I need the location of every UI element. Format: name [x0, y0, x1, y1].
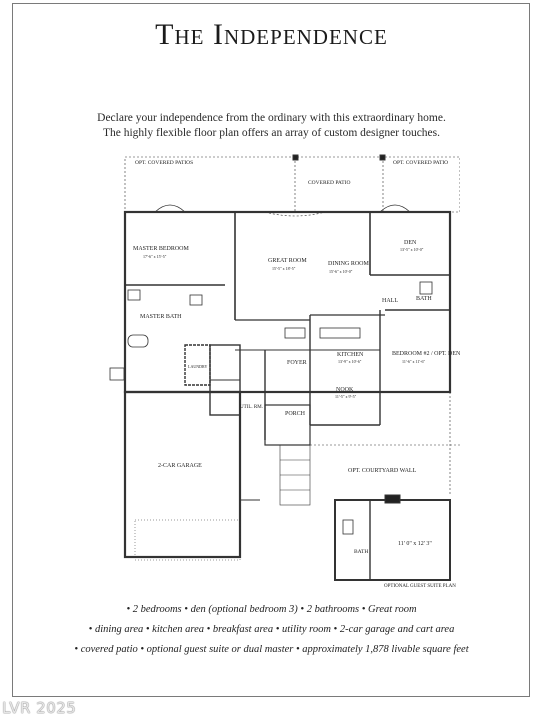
dim-dining-room: 15'-6" x 10'-0": [329, 269, 353, 274]
label-den: DEN: [404, 240, 417, 246]
label-nook: NOOK: [336, 387, 354, 393]
label-bath: BATH: [416, 296, 432, 302]
watermark: LVR 2025: [2, 699, 77, 717]
dim-bedroom-2: 11'-6" x 11'-6": [402, 359, 426, 364]
label-dining-room: DINING ROOM: [328, 261, 369, 267]
label-master-bedroom: MASTER BEDROOM: [133, 246, 189, 252]
label-foyer: FOYER: [287, 360, 307, 366]
label-opt-courtyard-wall: OPT. COURTYARD WALL: [348, 468, 417, 474]
dim-nook: 11'-5" x 9'-5": [335, 394, 357, 399]
page-title: The Independence: [155, 18, 388, 51]
features-line-3: • covered patio • optional guest suite or dual master • approximately 1,878 livable square feet: [74, 644, 469, 655]
label-covered-patio: COVERED PATIO: [308, 180, 351, 186]
label-opt-covered-patios: OPT. COVERED PATIOS: [135, 160, 194, 166]
dim-master-bedroom: 17'-6" x 15'-5": [143, 254, 167, 259]
intro-line-1: Declare your independence from the ordinary with this extraordinary home.: [97, 112, 446, 124]
features-line-1: • 2 bedrooms • den (optional bedroom 3) • 2 bathrooms • Great room: [126, 604, 417, 615]
label-master-bath: MASTER BATH: [140, 314, 182, 320]
intro-line-2: The highly flexible floor plan offers an array of custom designer touches.: [102, 127, 440, 139]
label-opt-covered-patio: OPT. COVERED PATIO: [393, 160, 449, 166]
floor-plan: [100, 150, 460, 590]
dim-guest-room: 11' 0" x 12' 3": [398, 541, 432, 547]
label-guest-bath: BATH: [354, 549, 369, 555]
label-bedroom-2: BEDROOM #2 / OPT. DEN: [392, 351, 460, 357]
label-kitchen: KITCHEN: [337, 352, 364, 358]
label-guest-suite-plan: OPTIONAL GUEST SUITE PLAN: [384, 584, 456, 589]
dim-great-room: 15'-5" x 18'-5": [272, 266, 296, 271]
label-garage: 2-CAR GARAGE: [158, 463, 202, 469]
features-line-2: • dining area • kitchen area • breakfast area • utility room • 2-car garage and cart area: [88, 624, 455, 635]
dim-kitchen: 13'-9" x 10'-6": [338, 359, 362, 364]
label-util-room: UTIL. RM.: [240, 405, 263, 410]
label-great-room: GREAT ROOM: [268, 258, 307, 264]
dim-den: 13'-5" x 10'-0": [400, 247, 424, 252]
label-hall: HALL: [382, 298, 398, 304]
label-porch: PORCH: [285, 411, 306, 417]
label-laundry: LAUNDRY: [188, 364, 208, 369]
